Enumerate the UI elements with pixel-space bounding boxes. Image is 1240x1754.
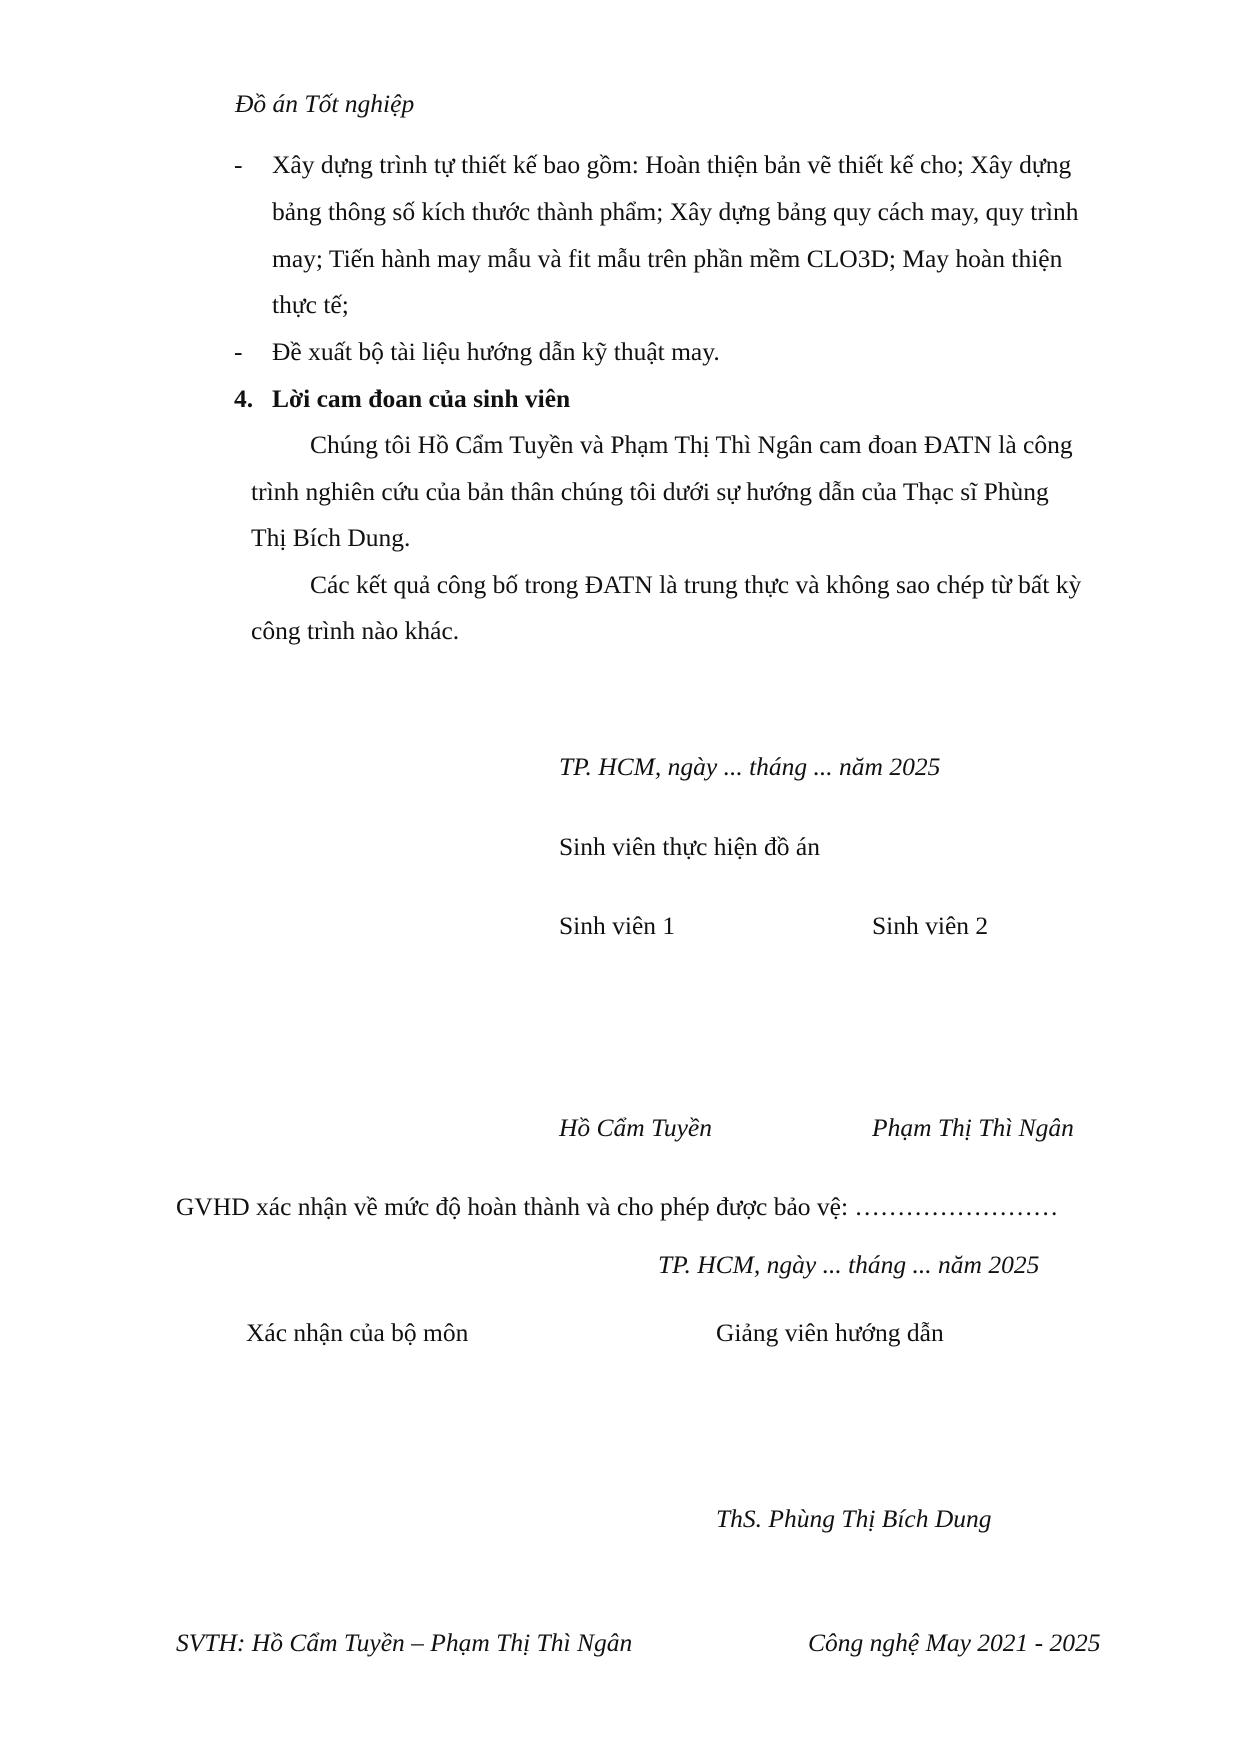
bullet-line: may; Tiến hành may mẫu và fit mẫu trên phần mềm CLO3D; May hoàn thiện [272,244,1063,273]
paragraph-line: trình nghiên cứu của bản thân chúng tôi dưới sự hướng dẫn của Thạc sĩ Phùng [251,477,1049,506]
students-label: Sinh viên thực hiện đồ án [559,832,820,861]
bullet-line: Xây dựng trình tự thiết kế bao gồm: Hoàn thiện bản vẽ thiết kế cho; Xây dựng [272,150,1072,179]
bullet-dash: - [234,337,243,366]
section-number: 4. [234,384,254,413]
student2-name: Phạm Thị Thì Ngân [872,1113,1074,1142]
student2-label: Sinh viên 2 [872,911,989,940]
signing-date: TP. HCM, ngày ... tháng ... năm 2025 [559,752,941,781]
advisor-label: Giảng viên hướng dẫn [716,1318,944,1347]
student1-name: Hồ Cẩm Tuyền [559,1113,712,1142]
footer-authors: SVTH: Hồ Cẩm Tuyền – Phạm Thị Thì Ngân [176,1628,633,1657]
department-confirm-label: Xác nhận của bộ môn [246,1318,469,1347]
bullet-dash: - [234,150,243,179]
bullet-line: bảng thông số kích thước thành phẩm; Xây dựng bảng quy cách may, quy trình [272,197,1079,226]
advisor-name: ThS. Phùng Thị Bích Dung [716,1504,992,1533]
student1-label: Sinh viên 1 [559,911,676,940]
bullet-line: thực tế; [272,290,349,319]
footer-program: Công nghệ May 2021 - 2025 [808,1628,1101,1657]
section-heading: Lời cam đoan của sinh viên [272,384,571,413]
paragraph-line: công trình nào khác. [251,616,460,645]
paragraph-line: Các kết quả công bố trong ĐATN là trung thực và không sao chép từ bất kỳ [310,570,1082,599]
bullet-line: Đề xuất bộ tài liệu hướng dẫn kỹ thuật may. [272,337,720,366]
page-header: Đồ án Tốt nghiệp [235,89,415,118]
paragraph-line: Chúng tôi Hồ Cẩm Tuyền và Phạm Thị Thì Ngân cam đoan ĐATN là công [310,430,1073,459]
paragraph-line: Thị Bích Dung. [251,523,411,552]
advisor-date: TP. HCM, ngày ... tháng ... năm 2025 [658,1250,1040,1279]
advisor-confirm-line: GVHD xác nhận về mức độ hoàn thành và cho phép được bảo vệ: …………………… [176,1192,1059,1221]
